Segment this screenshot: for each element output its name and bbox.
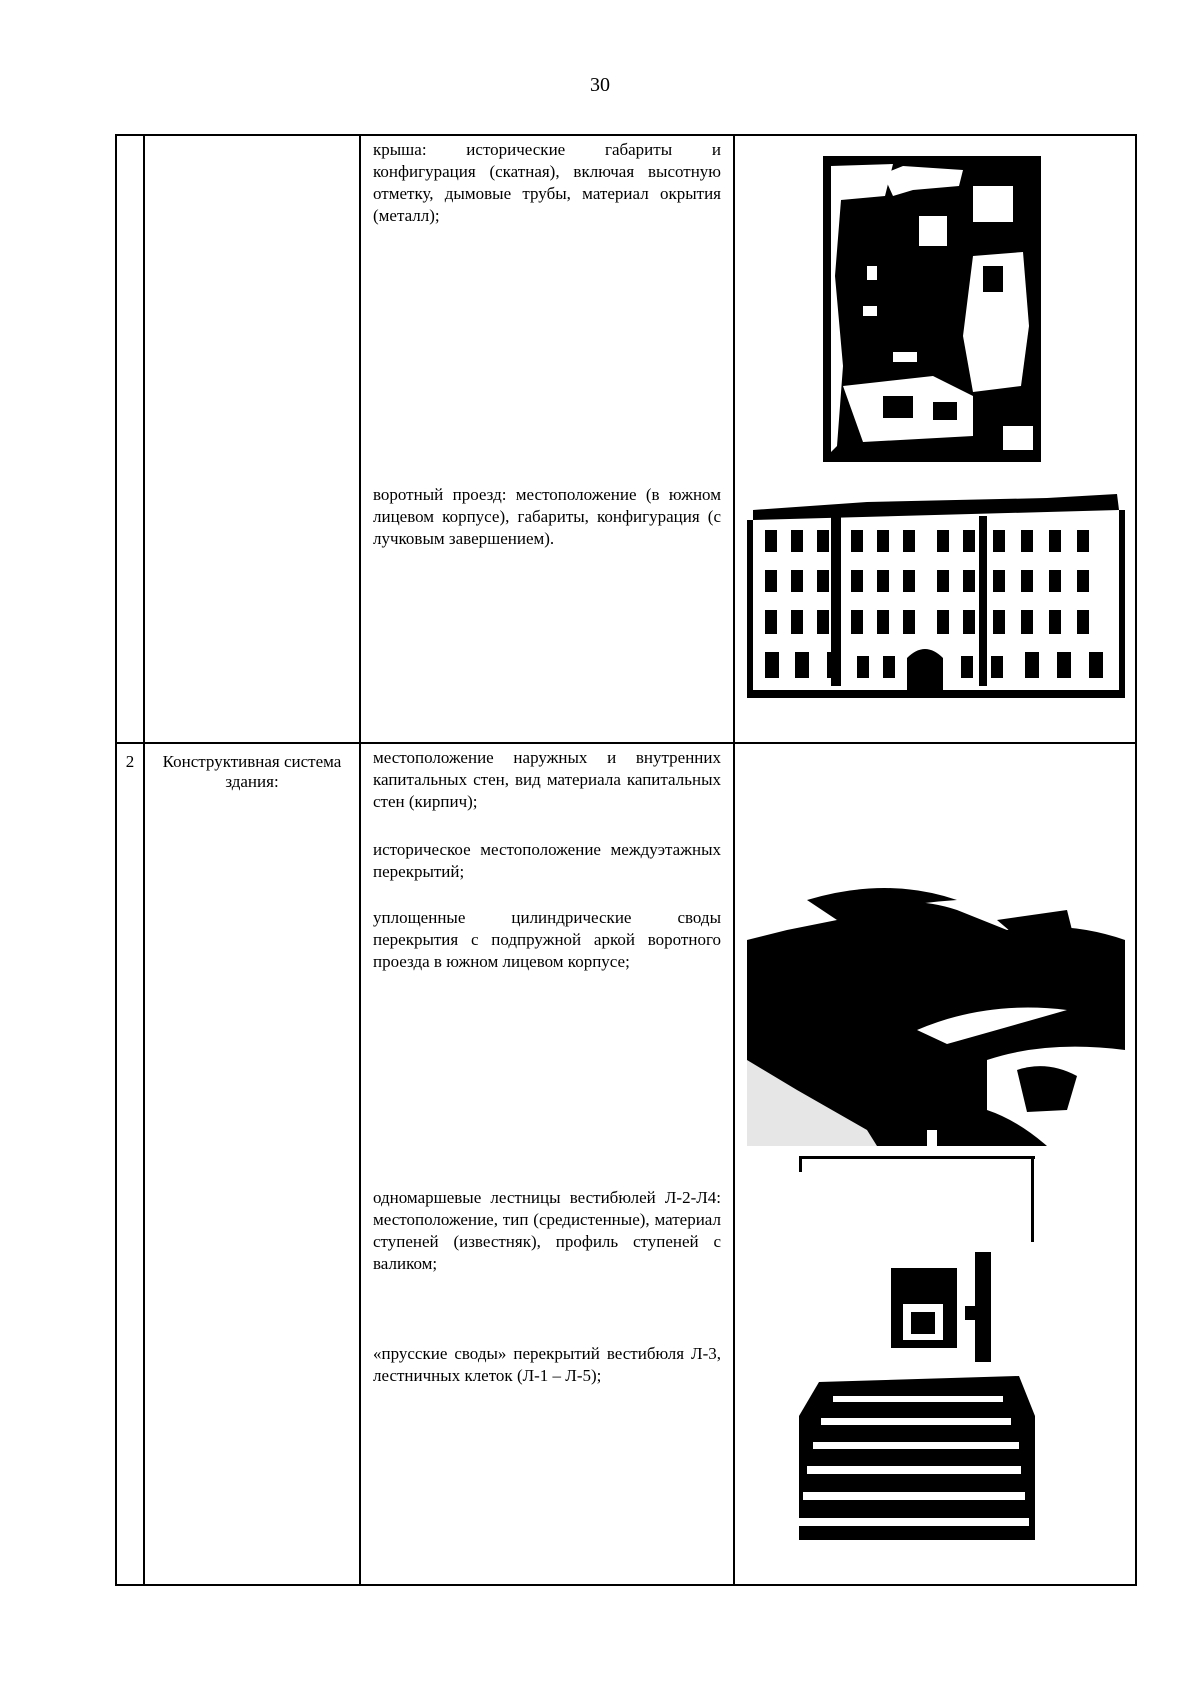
description-item: одномаршевые лестницы вестибюлей Л-2-Л4: местоположение, тип (средистенные), материал ступеней (известняк), профиль ступеней с валиком; [373,1188,721,1273]
row-description [360,743,734,1585]
staircase-photo [799,1156,1035,1540]
row-number [116,135,144,743]
aerial-roof-photo [823,156,1041,462]
description-item: крыша: исторические габариты и конфигурация (скатная), включая высотную отметку, дымовые трубы, материал окрытия (металл); [373,140,721,225]
vault-photo [747,880,1125,1146]
page-number: 30 [590,74,610,96]
row-category [144,135,360,743]
protected-features-table [115,134,1137,1586]
table-row [116,135,1136,743]
description-item: воротный проезд: местоположение (в южном лицевом корпусе), габариты, конфигурация (с лучковым завершением). [373,485,721,548]
row-number: 2 [116,743,144,1585]
row-photos [734,135,1136,743]
table-row [116,743,1136,1585]
description-item: «прусские своды» перекрытий вестибюля Л-3, лестничных клеток (Л-1 – Л-5); [373,1344,721,1385]
row-photos [734,743,1136,1585]
description-item: уплощенные цилиндрические своды перекрытия с подпружной аркой воротного проезда в южном лицевом корпусе; [373,908,721,971]
description-item: местоположение наружных и внутренних капитальных стен, вид материала капитальных стен (кирпич); [373,748,721,811]
facade-photo [747,480,1125,698]
description-item: историческое местоположение междуэтажных перекрытий; [373,840,721,881]
row-description [360,135,734,743]
row-category: Конструктивная система здания: [144,743,360,1585]
